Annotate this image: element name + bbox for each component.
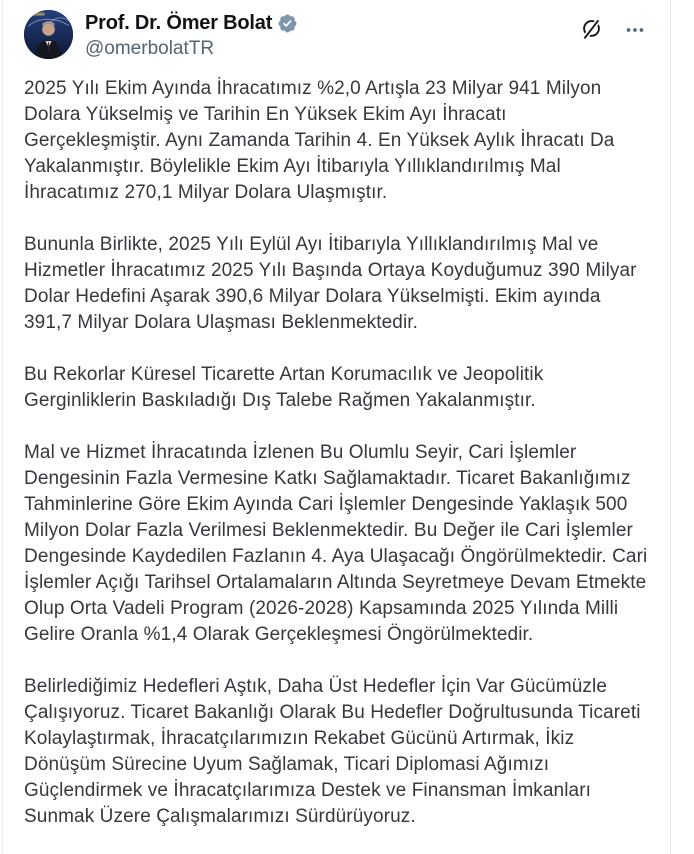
- avatar[interactable]: [24, 10, 73, 59]
- tweet-text-paragraph: Belirlediğimiz Hedefleri Aştık, Daha Üst Hedefler İçin Var Gücümüzle Çalışıyoruz. Ticaret Bakanlığı Olarak Bu Hedefler Doğrultusunda Ticareti Kolaylaştırmak, İhracatçılarımızın Rekabet Gücünü Artırmak, İkiz Dönüşüm Sürecine Uyum Sağlamak, Ticari Diplomasi Ağımızı Güçlendirmek ve İhracatçılarımıza Destek ve Finansman İmkanları Sunmak Üzere Çalışmalarımızı Sürdürüyoruz.: [24, 676, 641, 827]
- verified-badge-icon[interactable]: [277, 13, 298, 34]
- more-options-icon: [624, 19, 646, 44]
- header-actions: [579, 10, 648, 45]
- profile-photo-icon: [24, 10, 73, 59]
- grok-icon: [579, 17, 604, 45]
- tweet-text-paragraph: 2025 Yılı Ekim Ayında İhracatımız %2,0 Artışla 23 Milyar 941 Milyon Dolara Yükselmiş ve Tarihin En Yüksek Ekim Ayı İhracatı Gerçekleşmiştir. Aynı Zamanda Tarihin 4. En Yüksek Aylık İhracatı Da Yakalanmıştır. Böylelikle Ekim Ayı İtibarıyla Yıllıklandırılmış Mal İhracatımız 270,1 Milyar Dolara Ulaşmıştır.: [24, 78, 615, 203]
- tweet-text-paragraph: Mal ve Hizmet İhracatında İzlenen Bu Olumlu Seyir, Cari İşlemler Dengesinin Fazla Vermesine Katkı Sağlamaktadır. Ticaret Bakanlığımız Tahminlerine Göre Ekim Ayında Cari İşlemler Dengesinde Yaklaşık 500 Milyon Dolar Fazla Verilmesi Beklenmektedir. Bu Değer ile Cari İşlemler Dengesinde Kaydedilen Fazlanın 4. Aya Ulaşacağı Öngörülmektedir. Cari İşlemler Açığı Tarihsel Ortalamaların Altında Seyretmeye Devam Etmekte Olup Orta Vadeli Program (2026-2028) Kapsamında 2025 Yılında Milli Gelire Oranla %1,4 Olarak Gerçekleşmesi Öngörülmektedir.: [24, 442, 648, 645]
- tweet-body: [24, 76, 648, 830]
- author-name-row: [85, 12, 298, 35]
- tweet-card: [2, 0, 671, 854]
- more-options-button[interactable]: [624, 19, 646, 44]
- author-handle[interactable]: @omerbolatTR: [85, 38, 215, 59]
- tweet-text-paragraph: Bu Rekorlar Küresel Ticarette Artan Korumacılık ve Jeopolitik Gerginliklerin Baskıladığı Dış Talebe Rağmen Yakalanmıştır.: [24, 364, 544, 411]
- tweet-text-paragraph: Bununla Birlikte, 2025 Yılı Eylül Ayı İtibarıyla Yıllıklandırılmış Mal ve Hizmetler İhracatımız 2025 Yılı Başında Ortaya Koyduğumuz 390 Milyar Dolar Hedefini Aşarak 390,6 Milyar Dolara Yükselmişti. Ekim ayında 391,7 Milyar Dolara Ulaşması Beklenmektedir.: [24, 234, 637, 333]
- author-name[interactable]: Prof. Dr. Ömer Bolat: [85, 12, 273, 34]
- tweet-header: [24, 10, 648, 60]
- grok-button[interactable]: [579, 17, 604, 45]
- author-block: [85, 10, 298, 60]
